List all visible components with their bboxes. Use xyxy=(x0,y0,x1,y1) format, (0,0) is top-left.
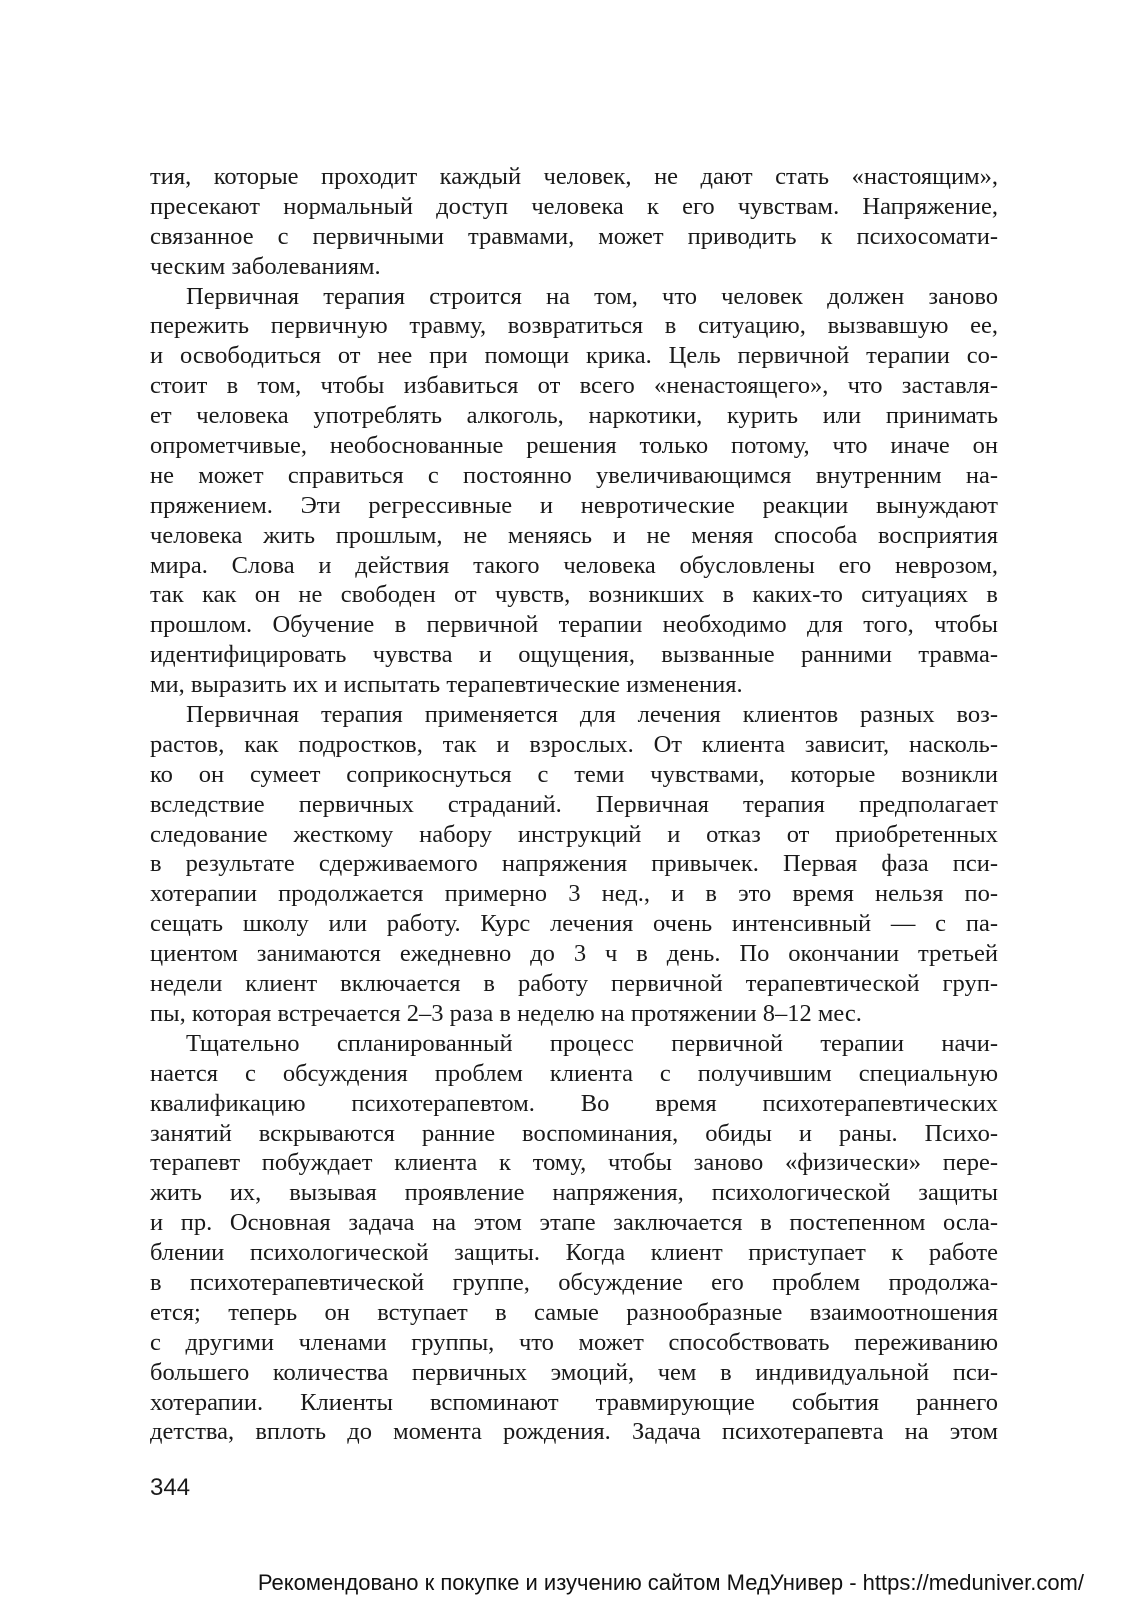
text-line: хотерапии. Клиенты вспоминают травмирующие события раннего xyxy=(150,1388,998,1416)
text-line: хотерапии продолжается примерно 3 нед., и в это время нельзя по- xyxy=(150,880,998,908)
text-line: ет человека употреблять алкоголь, наркотики, курить или принимать xyxy=(150,402,998,430)
text-line: циентом занимаются ежедневно до 3 ч в день. По окончании третьей xyxy=(150,940,998,968)
text-line: в психотерапевтической группе, обсуждение его проблем продолжа- xyxy=(150,1268,998,1296)
text-line: большего количества первичных эмоций, чем в индивидуальной пси- xyxy=(150,1358,998,1386)
text-line: ческим заболеваниям. xyxy=(150,252,381,280)
text-line: блении психологической защиты. Когда клиент приступает к работе xyxy=(150,1239,998,1267)
text-line: прошлом. Обучение в первичной терапии необходимо для того, чтобы xyxy=(150,611,998,639)
text-line: Тщательно спланированный процесс первичной терапии начи- xyxy=(186,1029,998,1057)
text-line: связанное с первичными травмами, может приводить к психосомати- xyxy=(150,222,998,250)
text-line: и пр. Основная задача на этом этапе заключается в постепенном осла- xyxy=(150,1209,998,1237)
text-line: тия, которые проходит каждый человек, не дают стать «настоящим», xyxy=(150,163,998,190)
text-line: сещать школу или работу. Курс лечения очень интенсивный — с па- xyxy=(150,910,998,938)
text-line: ется; теперь он вступает в самые разнообразные взаимоотношения xyxy=(150,1298,998,1326)
text-line: следование жесткому набору инструкций и отказ от приобретенных xyxy=(150,820,998,848)
text-line: так как он не свободен от чувств, возникших в каких-то ситуациях в xyxy=(150,581,998,609)
text-line: ми, выразить их и испытать терапевтические изменения. xyxy=(150,671,743,699)
text-line: и освободиться от нее при помощи крика. Цель первичной терапии со- xyxy=(150,342,998,370)
text-line: пряжением. Эти регрессивные и невротические реакции вынуждают xyxy=(150,491,998,519)
text-line: Первичная терапия применяется для лечения клиентов разных воз- xyxy=(186,701,998,729)
text-line: пресекают нормальный доступ человека к его чувствам. Напряжение, xyxy=(150,192,998,220)
text-line: с другими членами группы, что может способствовать переживанию xyxy=(150,1328,998,1356)
text-line: стоит в том, чтобы избавиться от всего «ненастоящего», что заставля- xyxy=(150,372,998,400)
text-line: в результате сдерживаемого напряжения привычек. Первая фаза пси- xyxy=(150,850,998,878)
text-line: вследствие первичных страданий. Первичная терапия предполагает xyxy=(150,790,998,818)
text-line: пы, которая встречается 2–3 раза в неделю на протяжении 8–12 мес. xyxy=(150,999,862,1027)
text-line: человека жить прошлым, не меняясь и не меняя способа восприятия xyxy=(150,521,998,549)
text-line: ко он сумеет соприкоснуться с теми чувствами, которые возникли xyxy=(150,760,998,788)
text-line: не может справиться с постоянно увеличивающимся внутренним на- xyxy=(150,461,998,489)
text-line: Первичная терапия строится на том, что человек должен заново xyxy=(186,282,998,310)
text-line: жить их, вызывая проявление напряжения, психологической защиты xyxy=(150,1179,998,1207)
text-line: пережить первичную травму, возвратиться в ситуацию, вызвавшую ее, xyxy=(150,312,998,340)
text-line: недели клиент включается в работу первичной терапевтической груп- xyxy=(150,970,998,998)
text-line: опрометчивые, необоснованные решения только потому, что иначе он xyxy=(150,432,998,460)
page-number: 344 xyxy=(150,1474,191,1501)
text-line: идентифицировать чувства и ощущения, вызванные ранними травма- xyxy=(150,641,998,669)
text-line: детства, вплоть до момента рождения. Задача психотерапевта на этом xyxy=(150,1418,998,1446)
text-line: терапевт побуждает клиента к тому, чтобы заново «физически» пере- xyxy=(150,1149,998,1177)
body-text xyxy=(150,162,998,1447)
text-line: мира. Слова и действия такого человека обусловлены его неврозом, xyxy=(150,551,998,579)
footer-note: Рекомендовано к покупке и изучению сайтом МедУнивер - https://meduniver.com/ xyxy=(257,1570,1084,1595)
text-line: квалификацию психотерапевтом. Во время психотерапевтических xyxy=(150,1089,998,1117)
text-line: растов, как подростков, так и взрослых. От клиента зависит, насколь- xyxy=(150,730,998,758)
text-line: занятий вскрываются ранние воспоминания, обиды и раны. Психо- xyxy=(150,1119,998,1147)
text-line: нается с обсуждения проблем клиента с получившим специальную xyxy=(150,1059,998,1087)
